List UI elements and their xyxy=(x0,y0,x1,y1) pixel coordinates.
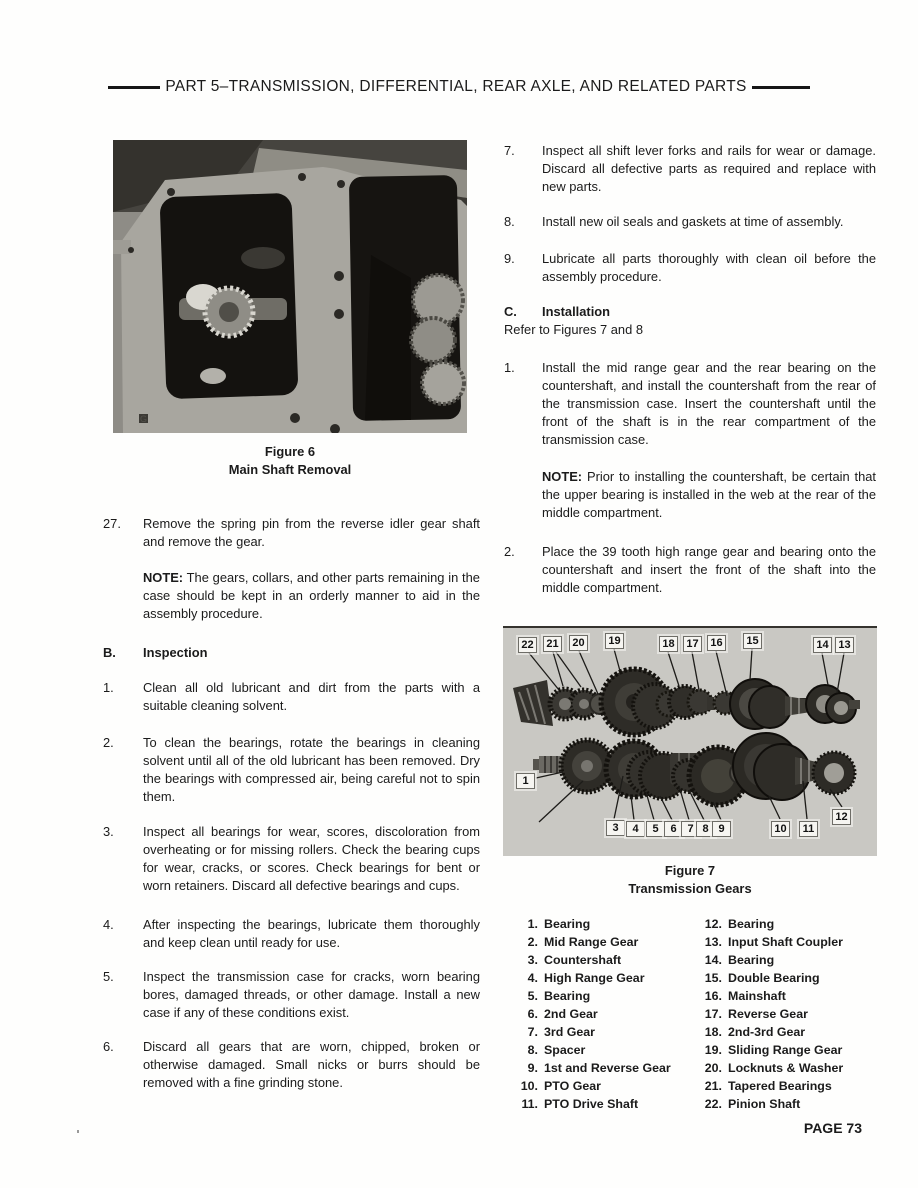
callout-4: 4 xyxy=(626,821,645,837)
part-row: 12. Bearing xyxy=(704,917,775,931)
step-number: 4. xyxy=(103,917,114,932)
callout-8: 8 xyxy=(696,821,715,837)
step-number: 2. xyxy=(504,544,515,559)
figure-6-photo xyxy=(113,140,467,433)
step-7 xyxy=(504,142,876,196)
figure-6-subtitle: Main Shaft Removal xyxy=(228,462,352,477)
step-text: Inspect all bearings for wear, scores, discoloration from overheating or for missing rollers. Check the bearing cups for wear, cracks, or scores. Check bearings for bent or worn retainers. Discard all defective bearings and cups. xyxy=(143,824,480,893)
note-text: The gears, collars, and other parts remaining in the case should be kept in an orderly manner to aid in the assembly procedure. xyxy=(143,570,480,621)
callout-12: 12 xyxy=(832,809,851,825)
note-label: NOTE: xyxy=(542,469,583,484)
callout-9: 9 xyxy=(712,821,731,837)
parts-list-column-2 xyxy=(690,915,876,1113)
part-row: 15. Double Bearing xyxy=(704,971,820,985)
note-install xyxy=(542,468,876,522)
part-row: 20. Locknuts & Washer xyxy=(704,1061,844,1075)
step-text: Place the 39 tooth high range gear and bearing onto the countershaft and insert the front of the shaft into the middle compartment. xyxy=(542,544,876,595)
figure-7-subtitle: Transmission Gears xyxy=(628,881,752,896)
part-row: 3. Countershaft xyxy=(527,953,622,967)
step-9 xyxy=(504,250,876,286)
section-c-letter: C. xyxy=(504,304,517,319)
step-8 xyxy=(504,213,876,231)
part-row: 18. 2nd-3rd Gear xyxy=(704,1025,806,1039)
part-row: 11. PTO Drive Shaft xyxy=(521,1097,639,1111)
part-row: 14. Bearing xyxy=(704,953,775,967)
step-text: Inspect the transmission case for cracks, worn bearing bores, damaged threads, or other damage. Install a new case if any of these conditions exist. xyxy=(143,969,480,1020)
step-number: 3. xyxy=(103,824,114,839)
inspection-step-6 xyxy=(103,1038,480,1092)
step-text: To clean the bearings, rotate the bearings in cleaning solvent until all of the old lubricant has been removed. Dry the bearings with compressed air, being careful not to spin them. xyxy=(143,735,480,804)
part-row: 9. 1st and Reverse Gear xyxy=(527,1061,671,1075)
section-b-title: Inspection xyxy=(143,645,208,660)
inspection-step-2 xyxy=(103,734,480,806)
step-number: 9. xyxy=(504,251,515,266)
callout-13: 13 xyxy=(835,637,854,653)
inspection-step-3 xyxy=(103,823,480,895)
step-text: After inspecting the bearings, lubricate them thoroughly and keep clean until ready for use. xyxy=(143,917,480,950)
right-column xyxy=(504,140,876,1113)
refer-line: Refer to Figures 7 and 8 xyxy=(504,322,644,337)
callout-16: 16 xyxy=(707,635,726,651)
parts-list xyxy=(504,915,876,1113)
transmission-case-photo-illustration xyxy=(113,140,467,433)
figure-7-title: Figure 7 xyxy=(664,863,716,878)
part-row: 17. Reverse Gear xyxy=(704,1007,808,1021)
step-number: 6. xyxy=(103,1039,114,1054)
install-step-2 xyxy=(504,543,876,597)
callout-20: 20 xyxy=(569,635,588,651)
callout-14: 14 xyxy=(813,637,832,653)
callout-5: 5 xyxy=(646,821,665,837)
step-text: Install the mid range gear and the rear bearing on the countershaft, and install the countershaft from the rear of the transmission case. Insert the countershaft until the front of the shaft is in the rear compartment of the transmission case. xyxy=(542,360,876,447)
callout-17: 17 xyxy=(683,636,702,652)
part-row: 16. Mainshaft xyxy=(704,989,786,1003)
step-text: Install new oil seals and gaskets at time of assembly. xyxy=(542,214,844,229)
section-c-title: Installation xyxy=(542,304,611,319)
step-text: Lubricate all parts thoroughly with clean oil before the assembly procedure. xyxy=(542,251,876,284)
figure-6-title: Figure 6 xyxy=(264,444,316,459)
figure-7-diagram xyxy=(503,626,877,856)
svg-text:G: G xyxy=(140,414,148,424)
note-label: NOTE: xyxy=(143,570,184,585)
part-row: 22. Pinion Shaft xyxy=(704,1097,801,1111)
section-b-heading xyxy=(103,644,480,662)
step-text: Inspect all shift lever forks and rails for wear or damage. Discard all defective parts as required and replace with new parts. xyxy=(542,143,876,194)
step-number: 5. xyxy=(103,969,114,984)
callout-19: 19 xyxy=(605,633,624,649)
callout-3: 3 xyxy=(606,820,625,836)
step-27-number: 27. xyxy=(103,516,121,531)
part-row: 5. Bearing xyxy=(527,989,591,1003)
callout-7: 7 xyxy=(681,821,700,837)
part-row: 10. PTO Gear xyxy=(520,1079,601,1093)
page-title: PART 5–TRANSMISSION, DIFFERENTIAL, REAR AXLE, AND RELATED PARTS xyxy=(165,78,747,95)
install-step-1 xyxy=(504,359,876,449)
step-27-text: Remove the spring pin from the reverse idler gear shaft and remove the gear. xyxy=(143,516,480,549)
part-row: 7. 3rd Gear xyxy=(527,1025,595,1039)
step-number: 8. xyxy=(504,214,515,229)
page-header xyxy=(0,78,918,96)
part-row: 19. Sliding Range Gear xyxy=(704,1043,843,1057)
note-after-27 xyxy=(143,569,480,623)
callout-11: 11 xyxy=(799,821,818,837)
header-rule-left xyxy=(108,86,160,89)
callout-10: 10 xyxy=(771,821,790,837)
part-row: 6. 2nd Gear xyxy=(527,1007,598,1021)
part-row: 13. Input Shaft Coupler xyxy=(704,935,843,949)
step-text: Clean all old lubricant and dirt from the parts with a suitable cleaning solvent. xyxy=(143,680,480,713)
part-row: 21. Tapered Bearings xyxy=(704,1079,832,1093)
part-row: 2. Mid Range Gear xyxy=(527,935,639,949)
step-text: Discard all gears that are worn, chipped, broken or otherwise damaged. Small nicks or burrs should be removed with a fine grinding stone. xyxy=(143,1039,480,1090)
callout-1: 1 xyxy=(516,773,535,789)
callout-21: 21 xyxy=(543,636,562,652)
callout-22: 22 xyxy=(518,637,537,653)
part-row: 4. High Range Gear xyxy=(527,971,645,985)
header-rule-right xyxy=(752,86,810,89)
parts-list-column-1 xyxy=(504,915,690,1113)
section-c-heading xyxy=(504,303,876,321)
left-column xyxy=(103,140,480,1092)
inspection-step-4 xyxy=(103,916,480,952)
step-number: 2. xyxy=(103,735,114,750)
inspection-step-5 xyxy=(103,968,480,1022)
page-number: PAGE 73 xyxy=(803,1120,862,1136)
step-27 xyxy=(103,515,480,551)
note-text: Prior to installing the countershaft, be certain that the upper bearing is installed in the web at the rear of the middle compartment. xyxy=(542,469,876,520)
step-number: 1. xyxy=(504,360,515,375)
part-row: 8. Spacer xyxy=(527,1043,586,1057)
figure-6-caption xyxy=(113,443,467,479)
scan-speck xyxy=(77,1130,79,1133)
section-b-letter: B. xyxy=(103,645,116,660)
step-number: 7. xyxy=(504,143,515,158)
step-number: 1. xyxy=(103,680,114,695)
part-row: 1. Bearing xyxy=(527,917,591,931)
callout-15: 15 xyxy=(743,633,762,649)
inspection-step-1 xyxy=(103,679,480,715)
callout-18: 18 xyxy=(659,636,678,652)
figure-7-caption xyxy=(503,862,877,898)
callout-6: 6 xyxy=(664,821,683,837)
